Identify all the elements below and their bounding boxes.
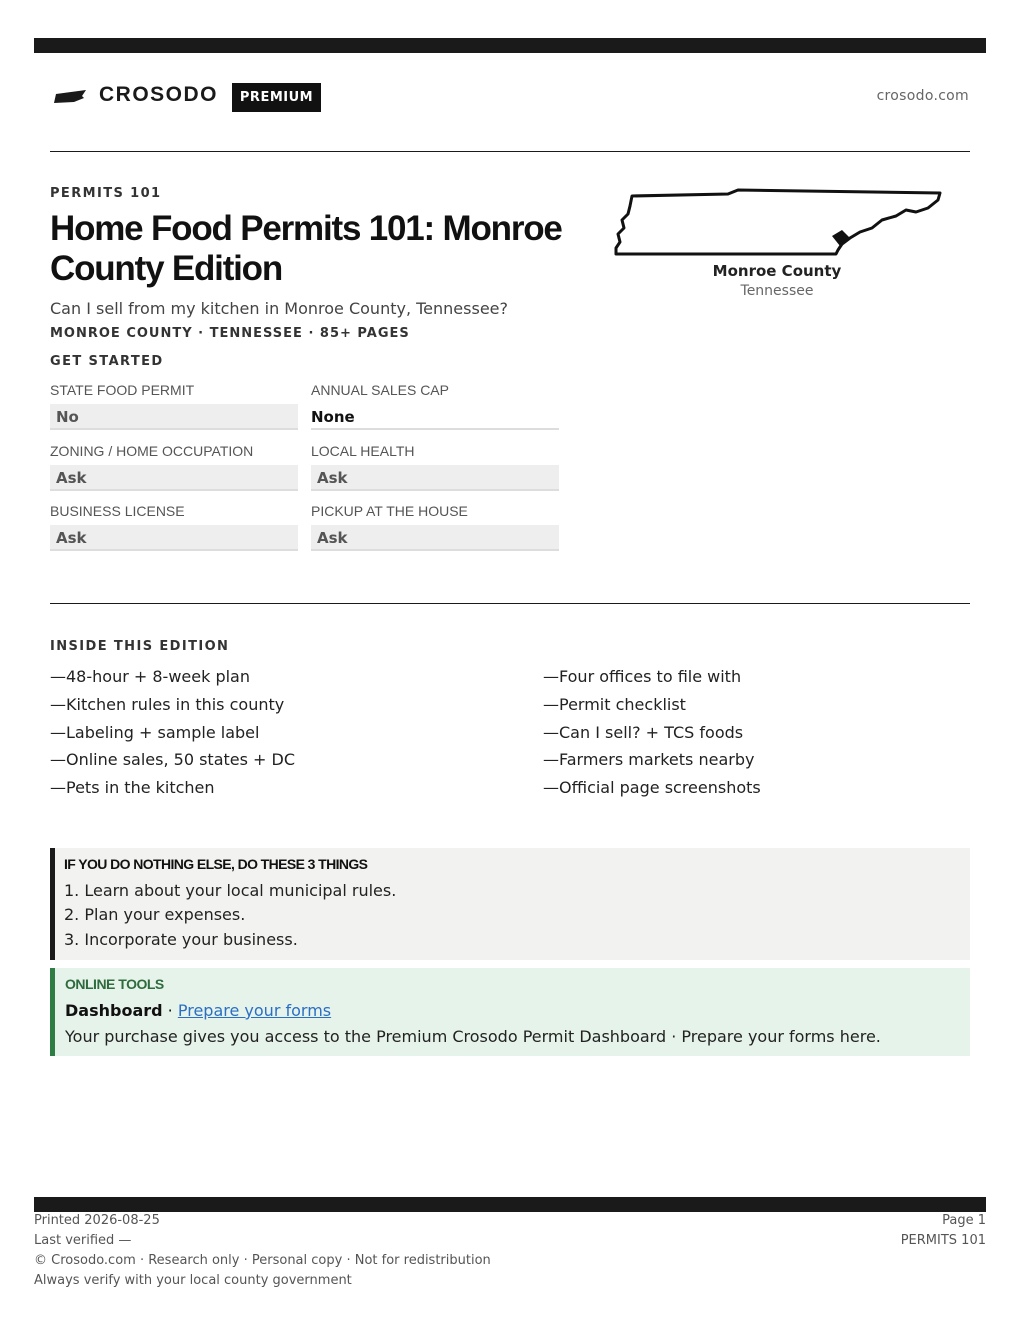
list-item: —Permit checklist: [543, 695, 686, 714]
field-label: STATE FOOD PERMIT: [50, 382, 195, 398]
brand-name: CROSODO: [99, 83, 219, 106]
callout-item: 3. Incorporate your business.: [64, 930, 298, 949]
header: [50, 80, 970, 114]
list-item: —Official page screenshots: [543, 778, 761, 797]
footer-section: PERMITS 101: [900, 1233, 986, 1248]
last-verified: Last verified —: [34, 1233, 132, 1248]
map-state-label: Tennessee: [740, 283, 814, 299]
map-county-label: Monroe County: [712, 262, 842, 280]
list-item: —Online sales, 50 states + DC: [50, 750, 296, 769]
online-tools-panel: [50, 968, 970, 1056]
field-label: ZONING / HOME OCCUPATION: [50, 443, 254, 459]
field-label: PICKUP AT THE HOUSE: [311, 503, 468, 519]
edition-meta: MONROE COUNTY · TENNESSEE · 85+ PAGES: [50, 326, 410, 341]
list-item: —Four offices to file with: [543, 667, 742, 686]
field-local-health: [311, 442, 559, 491]
inside-edition-label: INSIDE THIS EDITION: [50, 639, 230, 654]
field-state-food-permit: [50, 381, 298, 430]
section-divider: [50, 603, 970, 604]
field-label: LOCAL HEALTH: [311, 443, 415, 459]
tools-links: [65, 1001, 331, 1020]
callout-item: 1. Learn about your local municipal rules.: [64, 881, 397, 900]
field-annual-sales-cap: [311, 381, 559, 430]
list-item: —Labeling + sample label: [50, 723, 260, 742]
field-zoning: [50, 442, 298, 491]
subtitle: Can I sell from my kitchen in Monroe County, Tennessee?: [50, 299, 508, 318]
list-item: —48-hour + 8-week plan: [50, 667, 250, 686]
field-business-license: [50, 502, 298, 551]
top-bar: [34, 38, 986, 53]
kicker: PERMITS 101: [50, 186, 162, 201]
printed-date: Printed 2026-08-25: [34, 1213, 160, 1228]
site-link[interactable]: crosodo.com: [876, 88, 969, 104]
field-pickup: [311, 502, 559, 551]
disclaimer: Always verify with your local county government: [34, 1273, 352, 1288]
field-value: Ask: [311, 465, 559, 491]
field-value: Ask: [311, 525, 559, 551]
premium-badge: PREMIUM: [232, 83, 321, 112]
get-started-label: GET STARTED: [50, 354, 164, 369]
field-value: No: [50, 404, 298, 430]
three-things-callout: [50, 848, 970, 960]
callout-item: 2. Plan your expenses.: [64, 905, 246, 924]
tools-title: ONLINE TOOLS: [65, 976, 164, 992]
copyright: © Crosodo.com · Research only · Personal copy · Not for redistribution: [34, 1253, 491, 1268]
list-item: —Kitchen rules in this county: [50, 695, 285, 714]
field-value: Ask: [50, 465, 298, 491]
tools-description: Your purchase gives you access to the Premium Crosodo Permit Dashboard · Prepare your forms here.: [65, 1027, 881, 1046]
list-item: —Pets in the kitchen: [50, 778, 215, 797]
field-label: BUSINESS LICENSE: [50, 503, 185, 519]
field-value: None: [311, 404, 559, 430]
crosodo-logo-icon: [54, 90, 88, 104]
prepare-forms-link[interactable]: Prepare your forms: [177, 1001, 332, 1020]
footer-bar: [34, 1197, 986, 1212]
separator: ·: [167, 1001, 173, 1020]
list-item: —Can I sell? + TCS foods: [543, 723, 744, 742]
dashboard-label: Dashboard: [65, 1001, 163, 1020]
state-map: [610, 186, 945, 264]
list-item: —Farmers markets nearby: [543, 750, 755, 769]
field-value: Ask: [50, 525, 298, 551]
tennessee-map-icon: [610, 186, 945, 264]
field-label: ANNUAL SALES CAP: [311, 382, 449, 398]
page-number: Page 1: [942, 1213, 986, 1228]
callout-title: IF YOU DO NOTHING ELSE, DO THESE 3 THINGS: [64, 856, 368, 872]
header-divider: [50, 151, 970, 152]
page-title: Home Food Permits 101: Monroe County Edition: [50, 209, 562, 288]
